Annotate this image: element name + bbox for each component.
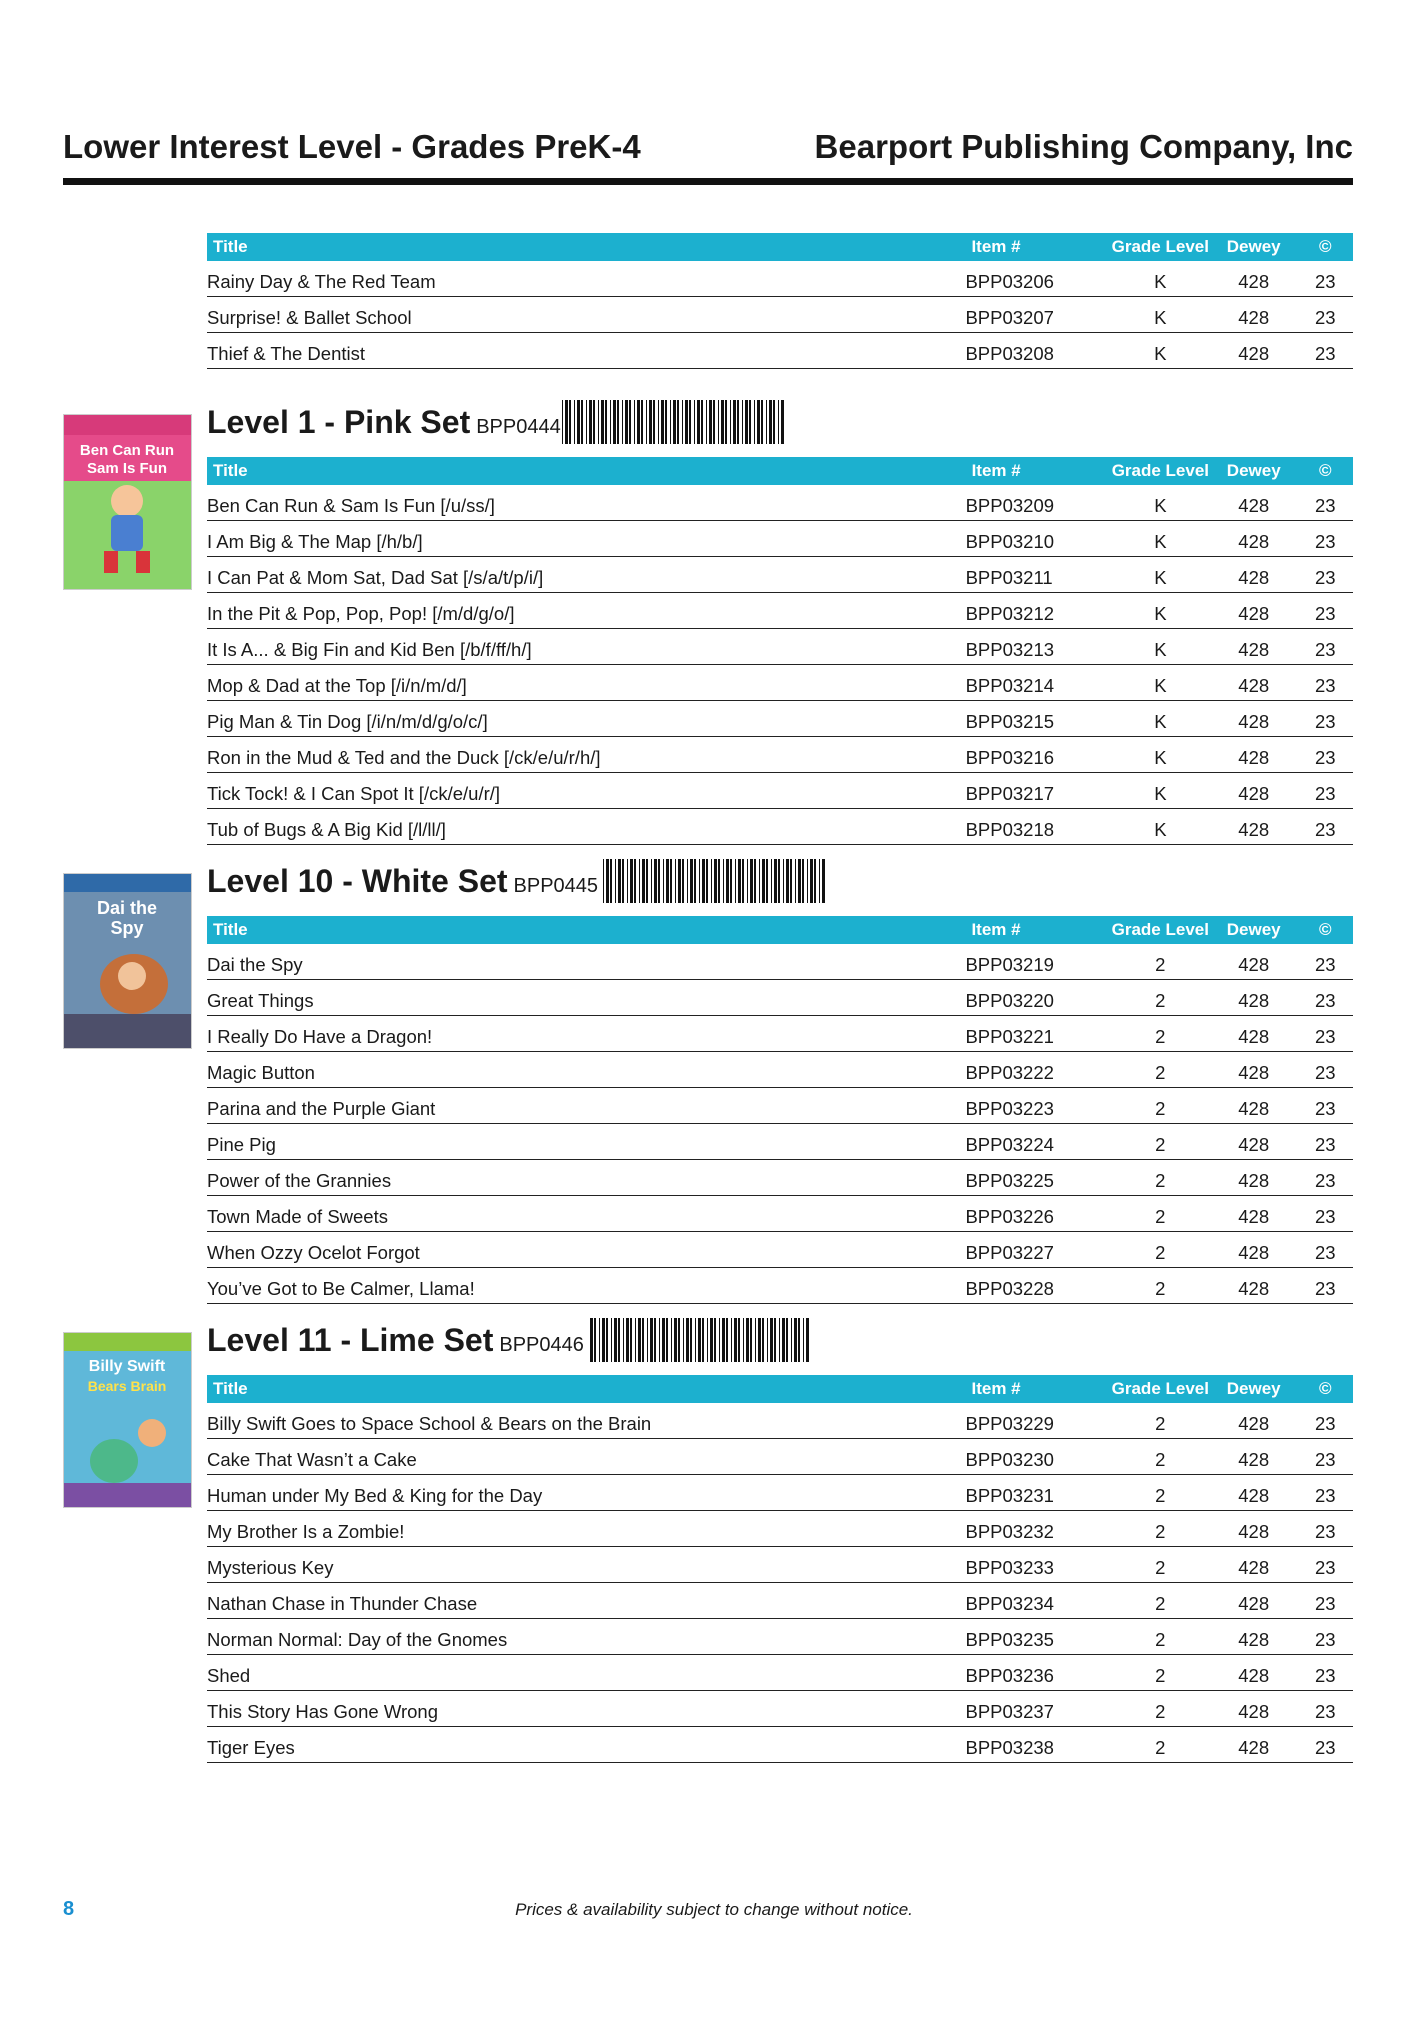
grade-level: 2 — [1111, 1088, 1210, 1124]
item-number: BPP03221 — [965, 1016, 1110, 1052]
set-code: BPP0444 — [476, 416, 561, 438]
table-row — [207, 521, 1353, 557]
table-row — [207, 1511, 1353, 1547]
book-title: I Really Do Have a Dragon! — [207, 1016, 965, 1052]
section-heading — [207, 863, 598, 915]
item-number: BPP03228 — [965, 1268, 1110, 1304]
grade-level: 2 — [1111, 1124, 1210, 1160]
copyright-year: 23 — [1297, 1691, 1353, 1727]
table-row — [207, 665, 1353, 701]
book-title: Tick Tock! & I Can Spot It [/ck/e/u/r/] — [207, 773, 966, 809]
table-row — [207, 593, 1353, 629]
table-row — [207, 1547, 1353, 1583]
book-title: Power of the Grannies — [207, 1160, 965, 1196]
grade-level: 2 — [1111, 1619, 1210, 1655]
item-number: BPP03238 — [965, 1727, 1110, 1763]
dewey-number: 428 — [1210, 1691, 1298, 1727]
copyright-year: 23 — [1297, 297, 1353, 333]
dewey-number: 428 — [1210, 593, 1298, 629]
set-name: Level 1 - Pink Set — [207, 404, 471, 440]
book-table — [207, 457, 1353, 845]
table-row — [207, 333, 1353, 369]
item-number: BPP03210 — [966, 521, 1111, 557]
book-title: Cake That Wasn’t a Cake — [207, 1439, 965, 1475]
book-cover-image — [63, 873, 192, 1049]
grade-level: 2 — [1111, 1439, 1210, 1475]
barcode-image — [603, 859, 827, 903]
copyright-year: 23 — [1297, 1268, 1353, 1304]
book-title: Mysterious Key — [207, 1547, 965, 1583]
col-grade-header: Grade Level — [1111, 233, 1210, 261]
disclaimer-note: Prices & availability subject to change without notice. — [515, 1900, 913, 1919]
grade-level: 2 — [1111, 1691, 1210, 1727]
dewey-number: 428 — [1210, 1403, 1298, 1439]
dewey-number: 428 — [1210, 1511, 1298, 1547]
table-row — [207, 1691, 1353, 1727]
col-grade-header: Grade Level — [1111, 1375, 1210, 1403]
grade-level: K — [1111, 809, 1210, 845]
book-title: I Can Pat & Mom Sat, Dad Sat [/s/a/t/p/i/] — [207, 557, 966, 593]
item-number: BPP03225 — [965, 1160, 1110, 1196]
table-row — [207, 629, 1353, 665]
dewey-number: 428 — [1210, 1196, 1298, 1232]
book-title: Parina and the Purple Giant — [207, 1088, 965, 1124]
page-header-title: Lower Interest Level - Grades PreK-4 — [63, 128, 641, 165]
item-number: BPP03212 — [966, 593, 1111, 629]
book-title: You’ve Got to Be Calmer, Llama! — [207, 1268, 965, 1304]
grade-level: 2 — [1111, 1547, 1210, 1583]
grade-level: 2 — [1111, 1052, 1210, 1088]
copyright-year: 23 — [1297, 629, 1353, 665]
copyright-year: 23 — [1297, 701, 1353, 737]
table-header-row — [207, 1375, 1353, 1403]
item-number: BPP03213 — [966, 629, 1111, 665]
grade-level: 2 — [1111, 1232, 1210, 1268]
col-copyright-header: © — [1297, 1375, 1353, 1403]
col-item-header: Item # — [965, 916, 1110, 944]
dewey-number: 428 — [1210, 485, 1298, 521]
item-number: BPP03209 — [966, 485, 1111, 521]
dewey-number: 428 — [1210, 737, 1298, 773]
grade-level: 2 — [1111, 1655, 1210, 1691]
copyright-year: 23 — [1297, 1196, 1353, 1232]
table-row — [207, 1268, 1353, 1304]
table-row — [207, 1727, 1353, 1763]
book-title: Billy Swift Goes to Space School & Bears on the Brain — [207, 1403, 965, 1439]
col-dewey-header: Dewey — [1210, 916, 1298, 944]
set-name: Level 11 - Lime Set — [207, 1322, 494, 1358]
set-code: BPP0445 — [513, 875, 599, 897]
table-row — [207, 980, 1353, 1016]
copyright-year: 23 — [1297, 737, 1353, 773]
col-title-header: Title — [207, 457, 966, 485]
book-title: Pine Pig — [207, 1124, 965, 1160]
item-number: BPP03223 — [965, 1088, 1110, 1124]
copyright-year: 23 — [1297, 665, 1353, 701]
dewey-number: 428 — [1210, 261, 1298, 297]
book-title: Ron in the Mud & Ted and the Duck [/ck/e/u/r/h/] — [207, 737, 966, 773]
dewey-number: 428 — [1210, 665, 1298, 701]
dewey-number: 428 — [1210, 1475, 1298, 1511]
book-title: My Brother Is a Zombie! — [207, 1511, 965, 1547]
item-number: BPP03216 — [966, 737, 1111, 773]
book-title: Tiger Eyes — [207, 1727, 965, 1763]
copyright-year: 23 — [1297, 1052, 1353, 1088]
dewey-number: 428 — [1210, 1655, 1298, 1691]
item-number: BPP03226 — [965, 1196, 1110, 1232]
item-number: BPP03230 — [965, 1439, 1110, 1475]
copyright-year: 23 — [1297, 521, 1353, 557]
copyright-year: 23 — [1297, 593, 1353, 629]
copyright-year: 23 — [1297, 1727, 1353, 1763]
copyright-year: 23 — [1297, 1403, 1353, 1439]
grade-level: 2 — [1111, 1268, 1210, 1304]
copyright-year: 23 — [1297, 1547, 1353, 1583]
table-row — [207, 1052, 1353, 1088]
table-row — [207, 1088, 1353, 1124]
grade-level: K — [1111, 261, 1210, 297]
grade-level: 2 — [1111, 1583, 1210, 1619]
table-row — [207, 1619, 1353, 1655]
table-row — [207, 1583, 1353, 1619]
book-title: In the Pit & Pop, Pop, Pop! [/m/d/g/o/] — [207, 593, 966, 629]
item-number: BPP03237 — [965, 1691, 1110, 1727]
table-row — [207, 485, 1353, 521]
grade-level: K — [1111, 333, 1210, 369]
dewey-number: 428 — [1210, 1052, 1298, 1088]
dewey-number: 428 — [1210, 1268, 1298, 1304]
book-table — [207, 1375, 1353, 1763]
grade-level: 2 — [1111, 1403, 1210, 1439]
barcode-image — [562, 400, 786, 444]
table-row — [207, 261, 1353, 297]
table-row — [207, 1475, 1353, 1511]
col-dewey-header: Dewey — [1210, 233, 1298, 261]
col-title-header: Title — [207, 1375, 965, 1403]
col-item-header: Item # — [966, 457, 1111, 485]
grade-level: 2 — [1111, 1727, 1210, 1763]
col-dewey-header: Dewey — [1210, 1375, 1298, 1403]
table-row — [207, 773, 1353, 809]
item-number: BPP03227 — [965, 1232, 1110, 1268]
table-row — [207, 1196, 1353, 1232]
book-title: Magic Button — [207, 1052, 965, 1088]
publisher-name: Bearport Publishing Company, Inc — [814, 128, 1353, 165]
book-title: Human under My Bed & King for the Day — [207, 1475, 965, 1511]
svg-text:Dai the: Dai the — [96, 898, 158, 918]
book-title: Rainy Day & The Red Team — [207, 261, 965, 297]
barcode-image — [590, 1318, 814, 1362]
item-number: BPP03231 — [965, 1475, 1110, 1511]
grade-level: 2 — [1111, 944, 1210, 980]
copyright-year: 23 — [1297, 557, 1353, 593]
table-header-row — [207, 457, 1353, 485]
copyright-year: 23 — [1297, 1655, 1353, 1691]
book-title: Dai the Spy — [207, 944, 965, 980]
grade-level: K — [1111, 485, 1210, 521]
col-title-header: Title — [207, 916, 965, 944]
copyright-year: 23 — [1297, 1088, 1353, 1124]
grade-level: K — [1111, 297, 1210, 333]
item-number: BPP03218 — [966, 809, 1111, 845]
book-cover-image — [63, 414, 192, 590]
copyright-year: 23 — [1297, 1619, 1353, 1655]
svg-text:Bears Brain: Bears Brain — [87, 1378, 167, 1394]
copyright-year: 23 — [1297, 1511, 1353, 1547]
grade-level: K — [1111, 521, 1210, 557]
book-title: Ben Can Run & Sam Is Fun [/u/ss/] — [207, 485, 966, 521]
item-number: BPP03234 — [965, 1583, 1110, 1619]
grade-level: 2 — [1111, 1475, 1210, 1511]
grade-level: 2 — [1111, 980, 1210, 1016]
section-heading — [207, 404, 561, 456]
item-number: BPP03206 — [965, 261, 1110, 297]
svg-text:Spy: Spy — [110, 918, 144, 938]
book-cover-image — [63, 1332, 192, 1508]
grade-level: 2 — [1111, 1511, 1210, 1547]
page-number: 8 — [63, 1898, 75, 1920]
table-row — [207, 1232, 1353, 1268]
copyright-year: 23 — [1297, 1475, 1353, 1511]
book-table — [207, 916, 1353, 1304]
grade-level: 2 — [1111, 1160, 1210, 1196]
table-row — [207, 1439, 1353, 1475]
grade-level: 2 — [1111, 1016, 1210, 1052]
dewey-number: 428 — [1210, 773, 1298, 809]
col-dewey-header: Dewey — [1210, 457, 1298, 485]
dewey-number: 428 — [1210, 701, 1298, 737]
dewey-number: 428 — [1210, 1727, 1298, 1763]
page-header — [63, 122, 1353, 185]
dewey-number: 428 — [1210, 1439, 1298, 1475]
copyright-year: 23 — [1297, 261, 1353, 297]
col-grade-header: Grade Level — [1111, 457, 1210, 485]
book-title: Norman Normal: Day of the Gnomes — [207, 1619, 965, 1655]
item-number: BPP03232 — [965, 1511, 1110, 1547]
table-header-row — [207, 233, 1353, 261]
book-title: When Ozzy Ocelot Forgot — [207, 1232, 965, 1268]
grade-level: K — [1111, 773, 1210, 809]
dewey-number: 428 — [1210, 557, 1298, 593]
copyright-year: 23 — [1297, 809, 1353, 845]
dewey-number: 428 — [1210, 1583, 1298, 1619]
item-number: BPP03207 — [965, 297, 1110, 333]
grade-level: 2 — [1111, 1196, 1210, 1232]
dewey-number: 428 — [1210, 521, 1298, 557]
dewey-number: 428 — [1210, 1088, 1298, 1124]
copyright-year: 23 — [1297, 980, 1353, 1016]
copyright-year: 23 — [1297, 1583, 1353, 1619]
copyright-year: 23 — [1297, 773, 1353, 809]
copyright-year: 23 — [1297, 1232, 1353, 1268]
dewey-number: 428 — [1210, 1619, 1298, 1655]
book-title: Mop & Dad at the Top [/i/n/m/d/] — [207, 665, 966, 701]
dewey-number: 428 — [1210, 944, 1298, 980]
grade-level: K — [1111, 737, 1210, 773]
item-number: BPP03236 — [965, 1655, 1110, 1691]
col-title-header: Title — [207, 233, 965, 261]
book-title: Shed — [207, 1655, 965, 1691]
svg-text:Sam Is Fun: Sam Is Fun — [86, 460, 168, 477]
table-row — [207, 1160, 1353, 1196]
svg-text:Billy Swift: Billy Swift — [88, 1358, 166, 1375]
col-item-header: Item # — [965, 233, 1110, 261]
item-number: BPP03215 — [966, 701, 1111, 737]
book-title: Great Things — [207, 980, 965, 1016]
table-row — [207, 557, 1353, 593]
table-row — [207, 297, 1353, 333]
table-row — [207, 1655, 1353, 1691]
book-title: Tub of Bugs & A Big Kid [/l/ll/] — [207, 809, 966, 845]
dewey-number: 428 — [1210, 1124, 1298, 1160]
set-name: Level 10 - White Set — [207, 863, 508, 899]
dewey-number: 428 — [1210, 1232, 1298, 1268]
dewey-number: 428 — [1210, 629, 1298, 665]
item-number: BPP03233 — [965, 1547, 1110, 1583]
table-header-row — [207, 916, 1353, 944]
copyright-year: 23 — [1297, 944, 1353, 980]
dewey-number: 428 — [1210, 809, 1298, 845]
dewey-number: 428 — [1210, 297, 1298, 333]
item-number: BPP03229 — [965, 1403, 1110, 1439]
table-row — [207, 1124, 1353, 1160]
copyright-year: 23 — [1297, 333, 1353, 369]
item-number: BPP03235 — [965, 1619, 1110, 1655]
dewey-number: 428 — [1210, 333, 1298, 369]
book-title: It Is A... & Big Fin and Kid Ben [/b/f/ff/h/] — [207, 629, 966, 665]
copyright-year: 23 — [1297, 1016, 1353, 1052]
item-number: BPP03214 — [966, 665, 1111, 701]
book-title: Nathan Chase in Thunder Chase — [207, 1583, 965, 1619]
grade-level: K — [1111, 629, 1210, 665]
table-row — [207, 1016, 1353, 1052]
table-row — [207, 944, 1353, 980]
col-item-header: Item # — [965, 1375, 1110, 1403]
copyright-year: 23 — [1297, 1160, 1353, 1196]
dewey-number: 428 — [1210, 980, 1298, 1016]
grade-level: K — [1111, 557, 1210, 593]
section-heading — [207, 1322, 584, 1374]
item-number: BPP03224 — [965, 1124, 1110, 1160]
item-number: BPP03222 — [965, 1052, 1110, 1088]
grade-level: K — [1111, 593, 1210, 629]
table-row — [207, 1403, 1353, 1439]
copyright-year: 23 — [1297, 1124, 1353, 1160]
copyright-year: 23 — [1297, 485, 1353, 521]
dewey-number: 428 — [1210, 1547, 1298, 1583]
item-number: BPP03208 — [965, 333, 1110, 369]
item-number: BPP03220 — [965, 980, 1110, 1016]
svg-text:Ben Can Run: Ben Can Run — [79, 442, 175, 459]
book-title: Thief & The Dentist — [207, 333, 965, 369]
book-title: Pig Man & Tin Dog [/i/n/m/d/g/o/c/] — [207, 701, 966, 737]
col-copyright-header: © — [1297, 916, 1353, 944]
col-grade-header: Grade Level — [1111, 916, 1210, 944]
grade-level: K — [1111, 665, 1210, 701]
grade-level: K — [1111, 701, 1210, 737]
item-number: BPP03219 — [965, 944, 1110, 980]
book-title: I Am Big & The Map [/h/b/] — [207, 521, 966, 557]
book-title: Surprise! & Ballet School — [207, 297, 965, 333]
table-row — [207, 809, 1353, 845]
table-row — [207, 701, 1353, 737]
dewey-number: 428 — [1210, 1160, 1298, 1196]
table-row — [207, 737, 1353, 773]
col-copyright-header: © — [1297, 457, 1353, 485]
copyright-year: 23 — [1297, 1439, 1353, 1475]
dewey-number: 428 — [1210, 1016, 1298, 1052]
col-copyright-header: © — [1297, 233, 1353, 261]
book-title: Town Made of Sweets — [207, 1196, 965, 1232]
item-number: BPP03211 — [966, 557, 1111, 593]
book-title: This Story Has Gone Wrong — [207, 1691, 965, 1727]
item-number: BPP03217 — [966, 773, 1111, 809]
set-code: BPP0446 — [499, 1334, 584, 1356]
continued-book-table — [207, 233, 1353, 369]
